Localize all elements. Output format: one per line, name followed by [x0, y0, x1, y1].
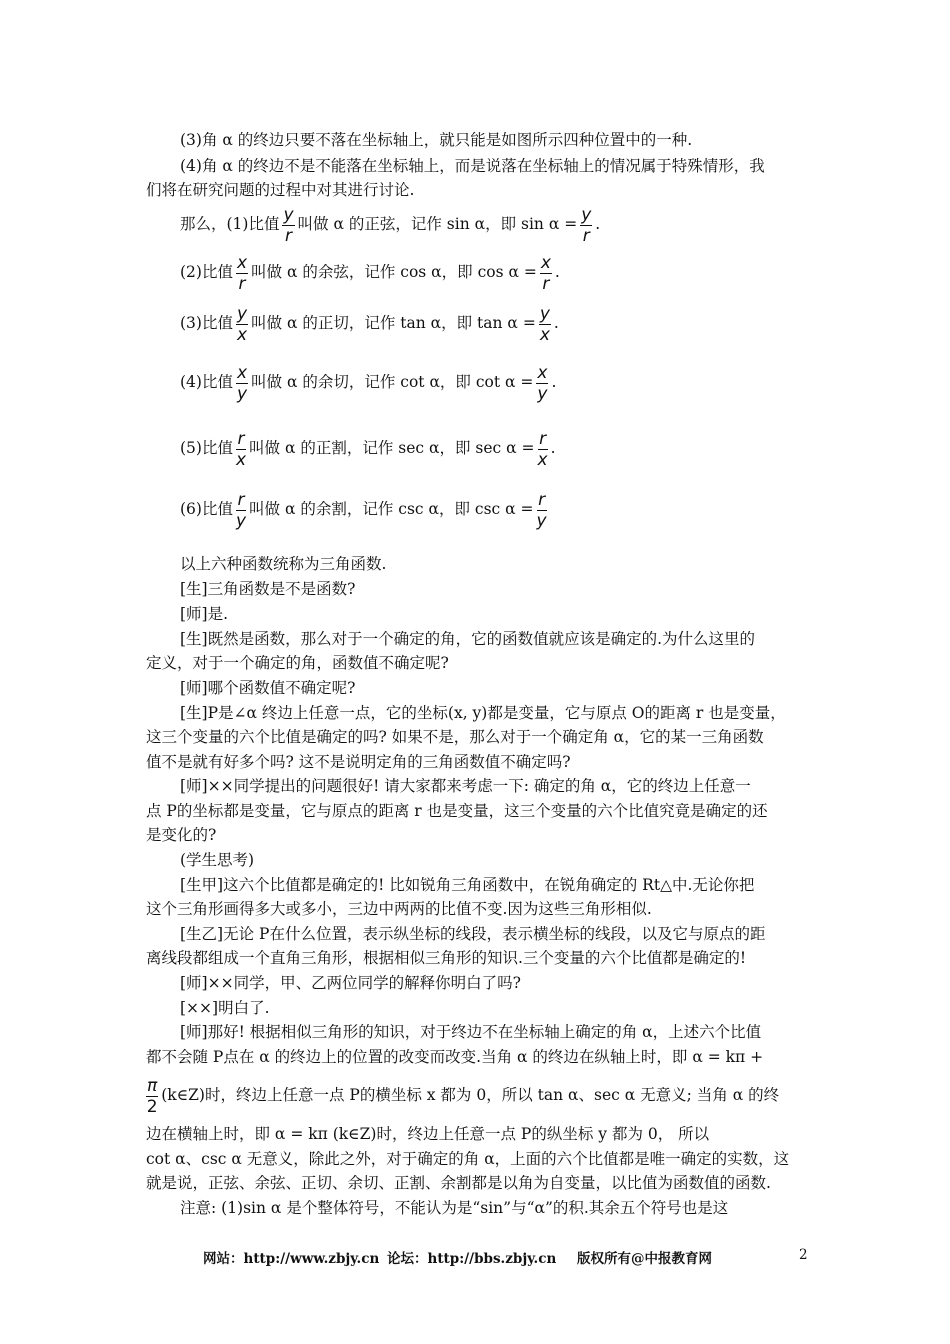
fraction	[236, 253, 248, 294]
teacher-explanation: [师]那好! 根据相似三角形的知识，对于终边不在坐标轴上确定的角 α，上述六个比值	[180, 1023, 762, 1041]
definition-text: 叫做 α 的正切，记作 tan α，即 tan α =	[251, 314, 536, 332]
fraction-numerator: x	[537, 362, 548, 383]
fraction-numerator: r	[237, 428, 245, 449]
definition-end: .	[595, 215, 601, 233]
fraction-numerator: y	[539, 303, 550, 324]
definition-end: .	[551, 373, 557, 391]
fraction-denominator: y	[536, 510, 547, 531]
definition-prefix: 那么，(1)比值	[180, 215, 280, 233]
fraction-numerator: y	[236, 303, 248, 324]
note-paragraph: 注意: (1)sin α 是个整体符号，不能认为是“sin”与“α”的积.其余五个符号也是这	[180, 1199, 729, 1217]
student-argument-cont: 值不是就有好多个吗? 这不是说明定角的三角函数值不确定吗?	[146, 753, 571, 771]
definition-text: 叫做 α 的余弦，记作 cos α，即 cos α =	[251, 263, 537, 281]
fraction	[236, 304, 248, 345]
fraction-denominator: r	[238, 273, 246, 294]
definition-end: .	[554, 263, 560, 281]
definition-cotangent	[180, 360, 556, 404]
definition-prefix: (4)比值	[180, 373, 233, 391]
fraction-denominator: x	[537, 449, 548, 470]
fraction-denominator: r	[542, 273, 550, 294]
stage-direction: (学生思考)	[180, 851, 255, 869]
teacher-explanation-cont: cot α、csc α 无意义，除此之外，对于确定的角 α，上面的六个比值都是唯一确定的实数，这	[146, 1150, 790, 1168]
fraction	[536, 363, 548, 404]
definition-end: .	[550, 439, 556, 457]
definition-tangent	[180, 301, 559, 345]
definition-text: 叫做 α 的正弦，记作 sin α，即 sin α =	[297, 215, 578, 233]
definition-prefix: (5)比值	[180, 439, 233, 457]
definition-prefix: (2)比值	[180, 263, 233, 281]
student-reply: [××]明白了.	[180, 999, 270, 1017]
fraction-numerator: r	[237, 489, 245, 510]
fraction	[539, 304, 551, 345]
explanation-text: (k∈Z)时，终边上任意一点 P的横坐标 x 都为 0，所以 tan α、sec α 无意义; 当角 α 的终	[161, 1086, 780, 1104]
paragraph-terminal-side: (3)角 α 的终边只要不落在坐标轴上，就只能是如图所示四种位置中的一种.	[180, 131, 693, 149]
definition-secant	[180, 426, 556, 470]
fraction-numerator: r	[538, 489, 546, 510]
fraction-numerator: y	[283, 204, 294, 225]
fraction-denominator: 2	[146, 1096, 158, 1117]
fraction	[540, 253, 552, 294]
teacher-check: [师]××同学，甲、乙两位同学的解释你明白了吗?	[180, 974, 521, 992]
teacher-explanation-cont: 就是说，正弦、余弦、正切、余切、正割、余割都是以角为自变量，以比值为函数值的函数.	[146, 1174, 771, 1192]
summary-line: 以上六种函数统称为三角函数.	[180, 555, 387, 573]
definition-text: 叫做 α 的余切，记作 cot α，即 cot α =	[251, 373, 534, 391]
fraction-denominator: y	[235, 510, 247, 531]
student-remark-cont: 定义，对于一个确定的角，函数值不确定呢?	[146, 654, 449, 672]
fraction	[537, 490, 547, 531]
fraction-denominator: y	[537, 383, 548, 404]
fraction-denominator: y	[236, 383, 248, 404]
fraction-denominator: x	[539, 324, 550, 345]
fraction-numerator: π	[147, 1075, 158, 1096]
teacher-answer: [师]是.	[180, 605, 229, 623]
fraction-denominator: x	[236, 324, 248, 345]
fraction-denominator: r	[285, 225, 292, 246]
fraction	[580, 205, 592, 246]
definition-cosecant	[180, 487, 550, 531]
student-question: [生]三角函数是不是函数?	[180, 580, 356, 598]
fraction-numerator: r	[539, 428, 547, 449]
fraction	[236, 363, 248, 404]
fraction-numerator: y	[581, 204, 592, 225]
definition-sine	[180, 202, 600, 246]
teacher-explanation-cont: 边在横轴上时，即 α = kπ (k∈Z)时，终边上任意一点 P的纵坐标 y 都为 0， 所以	[146, 1125, 710, 1143]
paragraph-special-case-cont: 们将在研究问题的过程中对其进行讨论.	[146, 181, 415, 199]
student-remark: [生]既然是函数，那么对于一个确定的角，它的函数值就应该是确定的.为什么这里的	[180, 630, 756, 648]
fraction-denominator: r	[582, 225, 590, 246]
fraction-numerator: x	[236, 362, 248, 383]
footer-copyright: 版权所有@中报教育网	[577, 1251, 712, 1267]
footer-forum: 论坛：http://bbs.zbjy.cn	[387, 1251, 557, 1267]
definition-text: 叫做 α 的余割，记作 csc α，即 csc α =	[249, 500, 534, 518]
fraction-denominator: x	[235, 449, 247, 470]
teacher-explanation-cont	[146, 1071, 779, 1119]
teacher-prompt-cont: 是变化的?	[146, 826, 217, 844]
paragraph-special-case: (4)角 α 的终边不是不能落在坐标轴上，而是说落在坐标轴上的情况属于特殊情形，我	[180, 157, 765, 175]
fraction	[236, 490, 246, 531]
definition-prefix: (6)比值	[180, 500, 233, 518]
student-argument: [生]P是∠α 终边上任意一点，它的坐标(x, y)都是变量，它与原点 O的距离 r 也是变量，	[180, 704, 786, 722]
fraction	[236, 429, 246, 470]
teacher-prompt: [师]××同学提出的问题很好! 请大家都来考虑一下: 确定的角 α，它的终边上任意一	[180, 777, 751, 795]
definition-prefix: (3)比值	[180, 314, 233, 332]
definition-cosine	[180, 250, 560, 294]
fraction-numerator: x	[236, 252, 248, 273]
student-a-answer-cont: 这个三角形画得多大或多小，三边中两两的比值不变.因为这些三角形相似.	[146, 900, 652, 918]
footer-website: 网站：http://www.zbjy.cn	[203, 1251, 380, 1267]
student-a-answer: [生甲]这六个比值都是确定的! 比如锐角三角函数中，在锐角确定的 Rt△中.无论你把	[180, 876, 755, 894]
student-b-answer-cont: 离线段都组成一个直角三角形，根据相似三角形的知识.三个变量的六个比值都是确定的!	[146, 949, 747, 967]
fraction-numerator: x	[540, 252, 551, 273]
fraction	[282, 205, 294, 246]
fraction-pi-over-2	[146, 1076, 158, 1117]
teacher-prompt-cont: 点 P的坐标都是变量，它与原点的距离 r 也是变量，这三个变量的六个比值究竟是确定的还	[146, 802, 768, 820]
definition-text: 叫做 α 的正割，记作 sec α，即 sec α =	[249, 439, 535, 457]
fraction	[538, 429, 548, 470]
definition-end: .	[553, 314, 559, 332]
teacher-explanation-cont: 都不会随 P点在 α 的终边上的位置的改变而改变.当角 α 的终边在纵轴上时，即 α = kπ +	[146, 1048, 764, 1066]
page-number: 2	[799, 1247, 808, 1263]
teacher-question: [师]哪个函数值不确定呢?	[180, 679, 356, 697]
student-argument-cont: 这三个变量的六个比值是确定的吗? 如果不是，那么对于一个确定角 α，它的某一三角函数	[146, 728, 764, 746]
student-b-answer: [生乙]无论 P在什么位置，表示纵坐标的线段，表示横坐标的线段，以及它与原点的距	[180, 925, 766, 943]
